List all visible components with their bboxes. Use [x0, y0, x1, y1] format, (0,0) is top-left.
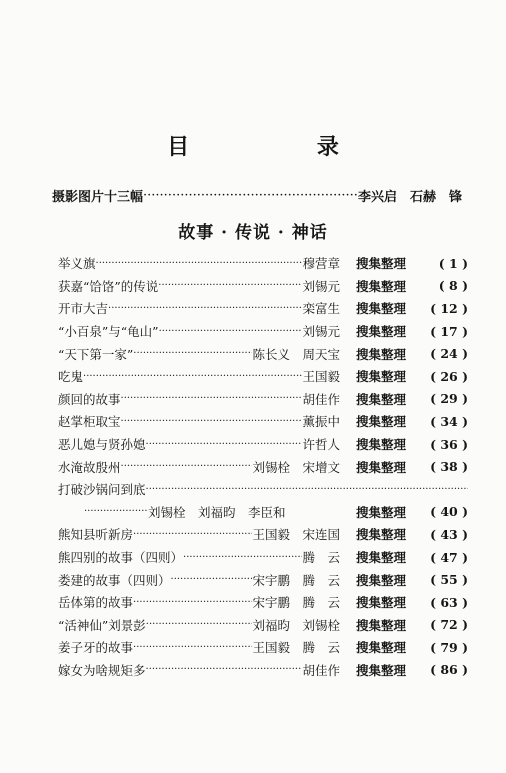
entry-page: ( 63 ): [430, 594, 468, 610]
entry-page: ( 86 ): [430, 662, 468, 678]
toc-entry[interactable]: [58, 252, 468, 275]
entry-title: 获嘉“饸饹”的传说: [58, 278, 159, 294]
section-heading: 故事 · 传说 · 神话: [178, 223, 328, 243]
entry-title: 水淹故殷州: [58, 459, 121, 475]
dot-leader: [108, 303, 302, 314]
entry-author: 刘锡栓 刘福昀 李臣和: [148, 504, 286, 520]
entry-title: 打破沙锅问到底: [58, 482, 146, 498]
dot-leader: [121, 393, 303, 404]
entry-title: 熊知县听新房: [58, 527, 134, 543]
entry-role: 搜集整理: [355, 595, 406, 611]
toc-entry[interactable]: [58, 636, 468, 659]
entry-role: 搜集整理: [355, 459, 406, 475]
dot-leader: [146, 664, 303, 675]
entry-title: 娄建的故事（四则）: [58, 572, 171, 588]
toc-entry[interactable]: [58, 455, 468, 478]
entry-title: 举义旗: [58, 256, 96, 272]
page-title: 目 录: [167, 134, 399, 160]
entry-role: 搜集整理: [355, 391, 406, 407]
entry-author: 王国毅: [302, 369, 340, 385]
entry-role: 搜集整理: [355, 662, 406, 678]
entry-role: 搜集整理: [355, 369, 406, 385]
entry-role: 搜集整理: [355, 550, 406, 566]
entry-author: 刘锡元: [302, 278, 340, 294]
entry-role: 搜集整理: [355, 346, 406, 362]
toc-entry[interactable]: [58, 591, 468, 614]
dot-leader: [146, 619, 253, 630]
entry-page: ( 47 ): [430, 549, 468, 565]
entry-role: 搜集整理: [355, 504, 406, 520]
toc-entry[interactable]: [58, 523, 468, 546]
entry-title: 熊四别的故事（四则）: [58, 550, 184, 566]
entry-role: 搜集整理: [355, 572, 406, 588]
dot-leader: [183, 552, 302, 563]
entry-role: 搜集整理: [355, 256, 406, 272]
entry-title: 姜子牙的故事: [58, 640, 134, 656]
toc-entry[interactable]: [58, 433, 468, 456]
toc-entry[interactable]: [58, 568, 468, 591]
entry-page: ( 8 ): [438, 278, 468, 294]
dot-leader: [133, 529, 252, 540]
entry-author: 许哲人: [302, 437, 340, 453]
entry-author: 刘锡元: [302, 324, 340, 340]
toc-entry[interactable]: [58, 410, 468, 433]
entry-author: 刘福昀 刘锡栓: [252, 617, 340, 633]
entry-author: 刘锡栓 宋增文: [252, 459, 340, 475]
entry-author: 宋宇鹏 腾 云: [252, 595, 340, 611]
entry-page: ( 12 ): [430, 300, 468, 316]
entry-role: 搜集整理: [355, 301, 406, 317]
toc-entries: [58, 252, 468, 681]
dot-leader: [133, 597, 252, 608]
entry-author: 栾富生: [302, 301, 340, 317]
entry-page: ( 72 ): [430, 617, 468, 633]
toc-entry[interactable]: [58, 478, 468, 501]
dot-leader: [96, 258, 303, 269]
toc-entry[interactable]: [58, 388, 468, 411]
entry-page: ( 79 ): [430, 639, 468, 655]
entry-author: 薰振中: [302, 414, 340, 430]
dot-leader: [146, 439, 303, 450]
entry-author: 穆营章: [302, 256, 340, 272]
toc-entry[interactable]: [58, 659, 468, 682]
entry-page: ( 24 ): [430, 346, 468, 362]
photo-credit-names: 李兴启 石赫 锋: [357, 190, 462, 205]
entry-page: ( 1 ): [438, 255, 468, 271]
entry-page: ( 29 ): [430, 391, 468, 407]
entry-page: ( 38 ): [430, 459, 468, 475]
entry-title: “活神仙”刘景彭: [58, 617, 146, 633]
toc-entry[interactable]: [58, 342, 468, 365]
entry-title: 嫁女为啥规矩多: [58, 662, 146, 678]
entry-author: 王国毅 腾 云: [252, 640, 340, 656]
entry-title: “小百泉”与“龟山”: [58, 324, 159, 340]
toc-entry[interactable]: [58, 614, 468, 637]
entry-title: 岳体第的故事: [58, 595, 134, 611]
dot-leader: [158, 280, 302, 291]
entry-title: 开市大吉: [58, 301, 109, 317]
entry-author: 宋宇鹏 腾 云: [252, 572, 340, 588]
dot-leader: [121, 461, 253, 472]
entry-page: ( 36 ): [430, 436, 468, 452]
toc-entry[interactable]: [58, 546, 468, 569]
entry-page: ( 34 ): [430, 413, 468, 429]
entry-author: 腾 云: [302, 550, 340, 566]
dot-leader: [133, 642, 252, 653]
entry-author: 胡佳作: [302, 391, 340, 407]
entry-author: 王国毅 宋连国: [252, 527, 340, 543]
dot-leader: [146, 484, 468, 495]
entry-page: ( 55 ): [430, 572, 468, 588]
entry-author: 胡佳作: [302, 662, 340, 678]
toc-entry-continued[interactable]: [58, 501, 468, 524]
entry-title: 赵掌柜取宝: [58, 414, 121, 430]
entry-role: 搜集整理: [355, 617, 406, 633]
entry-title: 吃鬼: [58, 369, 84, 385]
entry-role: 搜集整理: [355, 324, 406, 340]
entry-role: 搜集整理: [355, 527, 406, 543]
dot-leader: [84, 506, 148, 517]
toc-entry[interactable]: [58, 297, 468, 320]
entry-title: 颜回的故事: [58, 391, 121, 407]
photo-credit-label: 摄影图片十三幅: [52, 190, 144, 205]
entry-role: 搜集整理: [355, 640, 406, 656]
toc-entry[interactable]: [58, 275, 468, 298]
entry-role: 搜集整理: [355, 414, 406, 430]
dot-leader: [159, 326, 303, 337]
dot-leader: [171, 574, 253, 585]
dot-leader: [83, 371, 302, 382]
entry-page: ( 43 ): [430, 526, 468, 542]
toc-entry[interactable]: [58, 320, 468, 343]
dot-leader: [121, 416, 303, 427]
entry-author: 陈长义 周天宝: [252, 346, 340, 362]
entry-title: “天下第一家”: [58, 346, 134, 362]
toc-entry[interactable]: [58, 365, 468, 388]
entry-role: 搜集整理: [355, 278, 406, 294]
photo-credit-line: [52, 186, 462, 205]
entry-page: ( 26 ): [430, 368, 468, 384]
dot-leader: [133, 348, 252, 359]
dot-leader: [143, 188, 358, 203]
entry-page: ( 17 ): [430, 323, 468, 339]
entry-page: ( 40 ): [430, 504, 468, 520]
entry-role: 搜集整理: [355, 437, 406, 453]
entry-title: 恶儿媳与贤孙媳: [58, 437, 146, 453]
